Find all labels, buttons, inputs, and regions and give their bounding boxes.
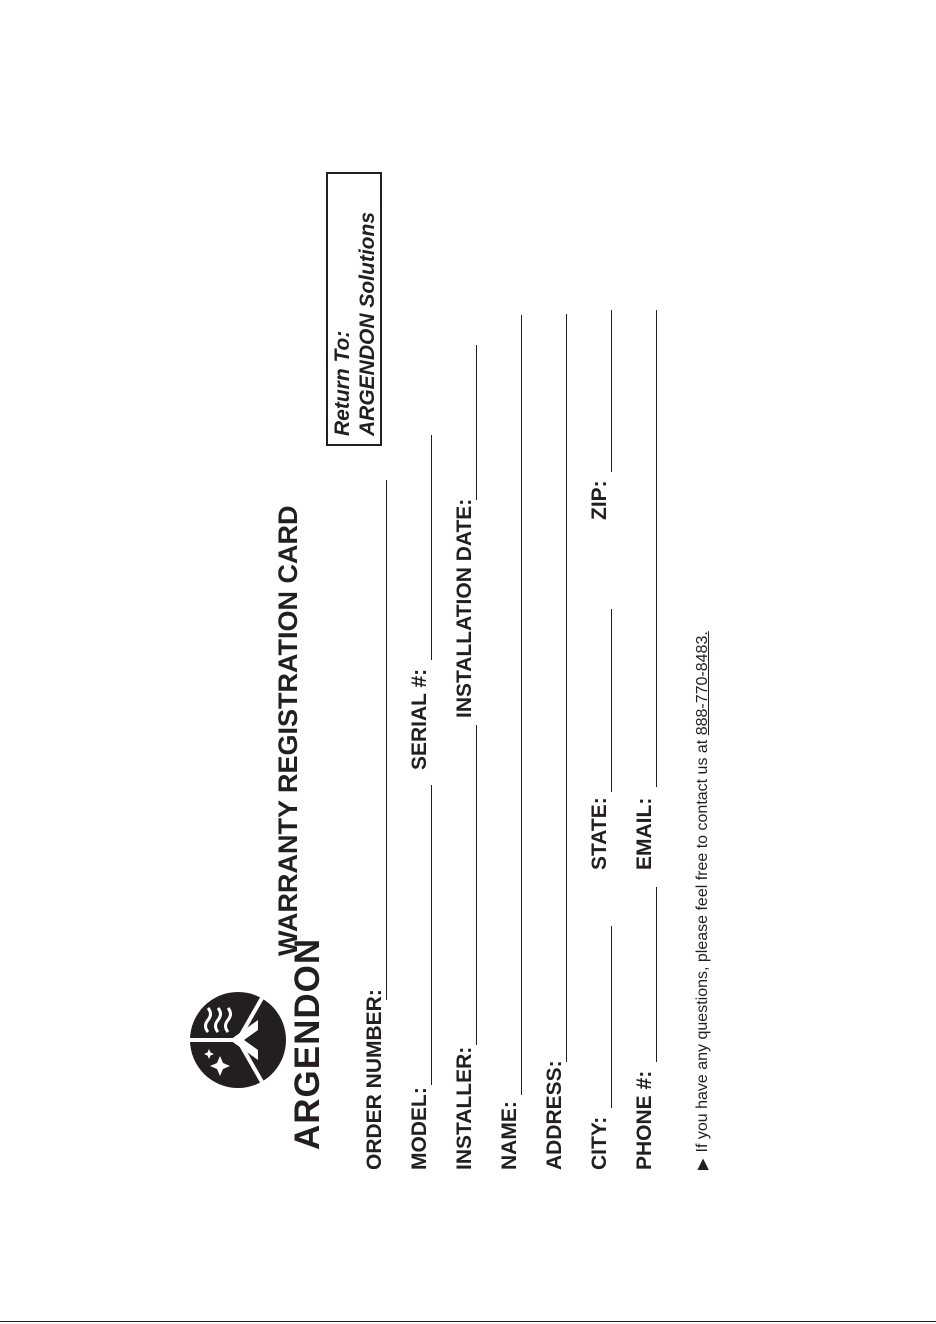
- city-label: CITY:: [588, 1116, 611, 1170]
- model-line[interactable]: [431, 785, 432, 1085]
- city-line[interactable]: [611, 926, 612, 1108]
- zip-line[interactable]: [611, 310, 612, 472]
- name-line[interactable]: [521, 315, 522, 1095]
- installer-label: INSTALLER:: [453, 1046, 476, 1170]
- order-number-label: ORDER NUMBER:: [363, 989, 386, 1170]
- address-label: ADDRESS:: [543, 1060, 566, 1170]
- email-line[interactable]: [656, 310, 657, 787]
- model-label: MODEL:: [408, 1087, 431, 1170]
- return-to-company: ARGENDON Solutions: [356, 212, 379, 436]
- contact-note: [693, 631, 712, 1170]
- order-number-line[interactable]: [386, 480, 387, 1000]
- return-to-box: [326, 172, 382, 446]
- installation-date-label: INSTALLATION DATE:: [453, 498, 476, 718]
- contact-phone[interactable]: 888-770-8483.: [694, 631, 711, 736]
- state-label: STATE:: [588, 797, 611, 870]
- triangle-arrow-icon: ▶: [694, 1158, 711, 1170]
- serial-line[interactable]: [431, 435, 432, 660]
- phone-label: PHONE #:: [633, 1070, 656, 1170]
- serial-label: SERIAL #:: [408, 668, 431, 770]
- address-line[interactable]: [566, 314, 567, 1062]
- brand-name: ARGENDON: [288, 937, 327, 1150]
- card-title: WARRANTY REGISTRATION CARD: [273, 505, 303, 956]
- zip-label: ZIP:: [588, 480, 611, 520]
- return-to-label: Return To:: [331, 330, 354, 436]
- email-label: EMAIL:: [633, 797, 656, 870]
- name-label: NAME:: [498, 1101, 521, 1170]
- phone-line[interactable]: [656, 887, 657, 1062]
- page-bottom-rule: [0, 1321, 936, 1322]
- installer-line[interactable]: [476, 725, 477, 1045]
- contact-note-text: If you have any questions, please feel free to contact us at: [694, 735, 711, 1153]
- card-content: [188, 90, 748, 1190]
- argendon-emblem-icon: [188, 990, 288, 1090]
- state-line[interactable]: [611, 609, 612, 792]
- installation-date-line[interactable]: [476, 345, 477, 500]
- brand-logo: [188, 870, 328, 1170]
